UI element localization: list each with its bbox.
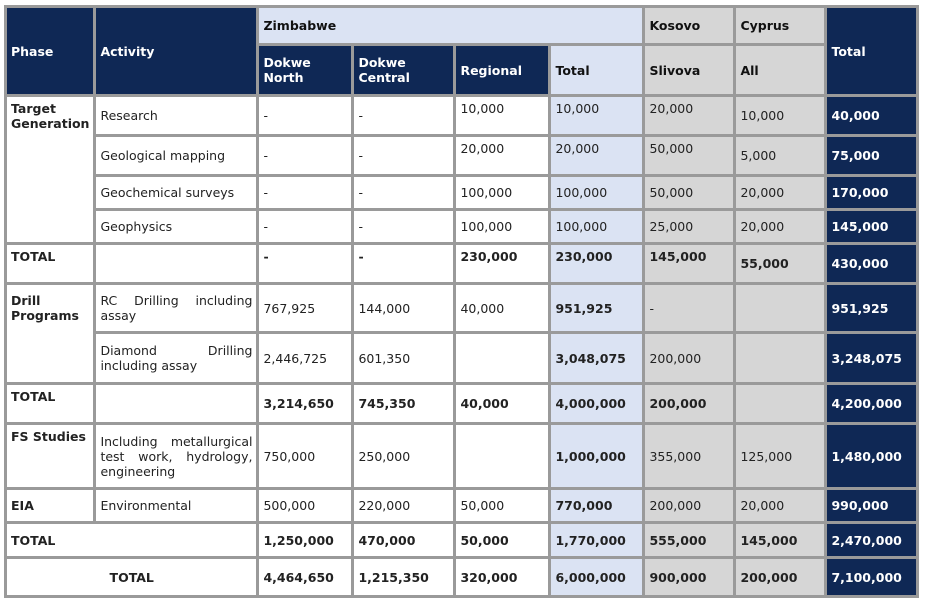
cyprus-cell: 20,000 (736, 490, 824, 521)
cyprus-cell: 10,000 (736, 97, 824, 134)
row-total-cell: 40,000 (827, 97, 916, 134)
row-total-cell: 1,480,000 (827, 425, 916, 487)
header-phase: Phase (7, 8, 93, 94)
regional-cell: 320,000 (456, 559, 548, 595)
row-total-cell: 2,470,000 (827, 524, 916, 556)
dokwe-central-cell: - (354, 177, 453, 208)
slivova-cell: 200,000 (645, 334, 733, 382)
dokwe-central-cell: 250,000 (354, 425, 453, 487)
table-row (7, 137, 916, 174)
table-row (7, 97, 916, 134)
subtotal-row (7, 245, 916, 282)
phase-cell: TOTAL (7, 245, 93, 282)
cyprus-cell: 20,000 (736, 211, 824, 242)
row-total-cell: 75,000 (827, 137, 916, 174)
activity-cell (96, 385, 256, 422)
activity-cell: Research (96, 97, 256, 134)
dokwe-central-cell: 1,215,350 (354, 559, 453, 595)
slivova-cell: 355,000 (645, 425, 733, 487)
cyprus-cell (736, 334, 824, 382)
header-dokwe-north: Dokwe North (259, 46, 351, 94)
subtotal-row (7, 385, 916, 422)
zimbabwe-total-cell: 1,000,000 (551, 425, 642, 487)
activity-cell: Including metallurgical test work, hydrology, engineering (96, 425, 256, 487)
regional-cell: 100,000 (456, 211, 548, 242)
header-cyprus: Cyprus (736, 8, 824, 43)
slivova-cell: 900,000 (645, 559, 733, 595)
table-row (7, 211, 916, 242)
header-zimbabwe-total: Total (551, 46, 642, 94)
dokwe-central-cell: - (354, 137, 453, 174)
row-total-cell: 3,248,075 (827, 334, 916, 382)
cyprus-cell (736, 385, 824, 422)
dokwe-central-cell: - (354, 97, 453, 134)
phase-cell: Target Generation (7, 97, 93, 242)
cyprus-cell: 20,000 (736, 177, 824, 208)
row-total-cell: 145,000 (827, 211, 916, 242)
regional-cell: 50,000 (456, 490, 548, 521)
dokwe-north-cell: 4,464,650 (259, 559, 351, 595)
regional-cell: 40,000 (456, 385, 548, 422)
header-all: All (736, 46, 824, 94)
slivova-cell: - (645, 285, 733, 331)
row-total-cell: 170,000 (827, 177, 916, 208)
activity-cell: Geochemical surveys (96, 177, 256, 208)
zimbabwe-total-cell: 3,048,075 (551, 334, 642, 382)
dokwe-central-cell: 220,000 (354, 490, 453, 521)
dokwe-north-cell: 3,214,650 (259, 385, 351, 422)
activity-cell: Geological mapping (96, 137, 256, 174)
header-zimbabwe: Zimbabwe (259, 8, 642, 43)
header-total: Total (827, 8, 916, 94)
slivova-cell: 25,000 (645, 211, 733, 242)
zimbabwe-total-cell: 951,925 (551, 285, 642, 331)
regional-cell (456, 425, 548, 487)
phase-cell: FS Studies (7, 425, 93, 487)
dokwe-north-cell: - (259, 245, 351, 282)
table-row (7, 425, 916, 487)
table-row (7, 490, 916, 521)
regional-cell: 20,000 (456, 137, 548, 174)
subtotal-row (7, 524, 916, 556)
table-row (7, 177, 916, 208)
dokwe-north-cell: - (259, 97, 351, 134)
slivova-cell: 200,000 (645, 490, 733, 521)
header-activity: Activity (96, 8, 256, 94)
row-total-cell: 430,000 (827, 245, 916, 282)
regional-cell: 10,000 (456, 97, 548, 134)
slivova-cell: 145,000 (645, 245, 733, 282)
cyprus-cell: 5,000 (736, 137, 824, 174)
activity-cell: Geophysics (96, 211, 256, 242)
dokwe-north-cell: - (259, 137, 351, 174)
cyprus-cell: 200,000 (736, 559, 824, 595)
dokwe-north-cell: 1,250,000 (259, 524, 351, 556)
phase-cell: Drill Programs (7, 285, 93, 382)
row-total-cell: 4,200,000 (827, 385, 916, 422)
phase-cell: TOTAL (7, 385, 93, 422)
regional-cell: 50,000 (456, 524, 548, 556)
dokwe-central-cell: 144,000 (354, 285, 453, 331)
regional-cell: 40,000 (456, 285, 548, 331)
grand-total-label: TOTAL (7, 559, 256, 595)
table-row (7, 334, 916, 382)
dokwe-north-cell: 750,000 (259, 425, 351, 487)
cyprus-cell: 125,000 (736, 425, 824, 487)
dokwe-central-cell: 745,350 (354, 385, 453, 422)
header-dokwe-central: Dokwe Central (354, 46, 453, 94)
zimbabwe-total-cell: 100,000 (551, 211, 642, 242)
cyprus-cell: 145,000 (736, 524, 824, 556)
row-total-cell: 990,000 (827, 490, 916, 521)
dokwe-north-cell: - (259, 211, 351, 242)
slivova-cell: 20,000 (645, 97, 733, 134)
dokwe-central-cell: - (354, 245, 453, 282)
row-total-cell: 951,925 (827, 285, 916, 331)
zimbabwe-total-cell: 230,000 (551, 245, 642, 282)
zimbabwe-total-cell: 4,000,000 (551, 385, 642, 422)
budget-table (4, 5, 919, 598)
dokwe-central-cell: 470,000 (354, 524, 453, 556)
grand-total-row (7, 559, 916, 595)
row-total-cell: 7,100,000 (827, 559, 916, 595)
phase-cell: EIA (7, 490, 93, 521)
dokwe-north-cell: 500,000 (259, 490, 351, 521)
cyprus-cell (736, 285, 824, 331)
zimbabwe-total-cell: 1,770,000 (551, 524, 642, 556)
phase-cell: TOTAL (7, 524, 256, 556)
dokwe-north-cell: - (259, 177, 351, 208)
slivova-cell: 50,000 (645, 177, 733, 208)
dokwe-north-cell: 2,446,725 (259, 334, 351, 382)
zimbabwe-total-cell: 770,000 (551, 490, 642, 521)
zimbabwe-total-cell: 6,000,000 (551, 559, 642, 595)
dokwe-central-cell: 601,350 (354, 334, 453, 382)
dokwe-north-cell: 767,925 (259, 285, 351, 331)
table-row (7, 285, 916, 331)
regional-cell: 100,000 (456, 177, 548, 208)
regional-cell (456, 334, 548, 382)
regional-cell: 230,000 (456, 245, 548, 282)
zimbabwe-total-cell: 10,000 (551, 97, 642, 134)
header-kosovo: Kosovo (645, 8, 733, 43)
cyprus-cell: 55,000 (736, 245, 824, 282)
header-slivova: Slivova (645, 46, 733, 94)
dokwe-central-cell: - (354, 211, 453, 242)
activity-cell: RC Drilling including assay (96, 285, 256, 331)
activity-cell (96, 245, 256, 282)
slivova-cell: 200,000 (645, 385, 733, 422)
activity-cell: Diamond Drilling including assay (96, 334, 256, 382)
header-regional: Regional (456, 46, 548, 94)
slivova-cell: 50,000 (645, 137, 733, 174)
slivova-cell: 555,000 (645, 524, 733, 556)
activity-cell: Environmental (96, 490, 256, 521)
zimbabwe-total-cell: 100,000 (551, 177, 642, 208)
zimbabwe-total-cell: 20,000 (551, 137, 642, 174)
